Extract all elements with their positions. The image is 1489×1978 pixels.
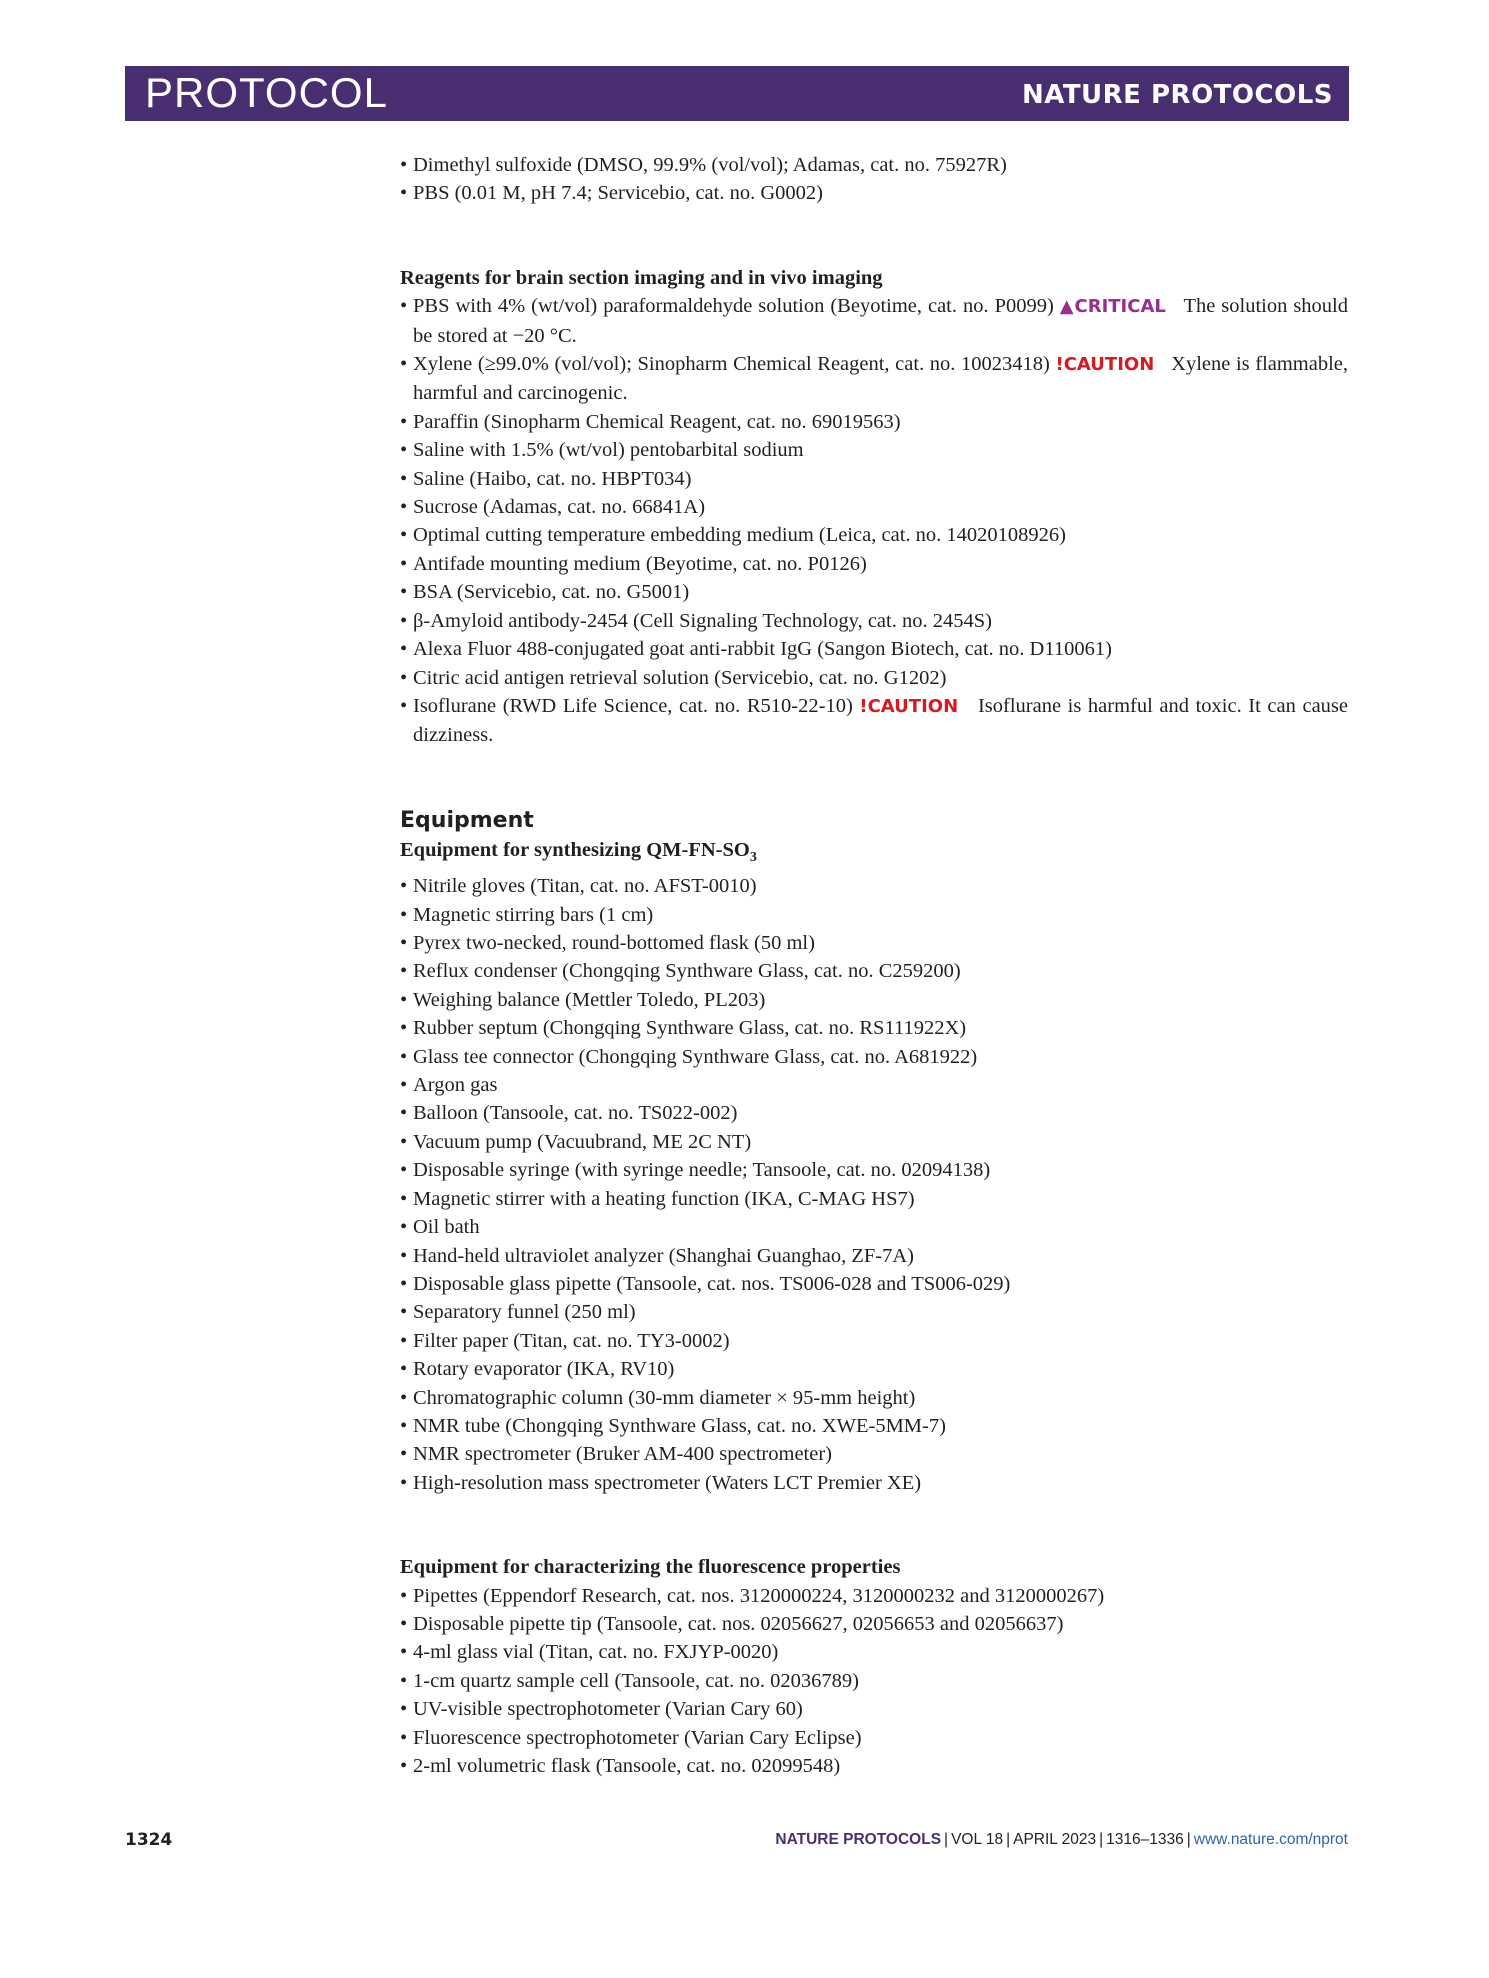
caution-flag: !CAUTION: [1055, 354, 1155, 376]
list-item: • Hand-held ultraviolet analyzer (Shanghai Guanghao, ZF-7A): [400, 1242, 1348, 1270]
list-item: • 2-ml volumetric flask (Tansoole, cat. no. 02099548): [400, 1752, 1348, 1780]
list-item: • NMR tube (Chongqing Synthware Glass, cat. no. XWE-5MM-7): [400, 1412, 1348, 1440]
header-banner: [125, 66, 1349, 121]
list-item: • Vacuum pump (Vacuubrand, ME 2C NT): [400, 1128, 1348, 1156]
list-item: • Rotary evaporator (IKA, RV10): [400, 1355, 1348, 1383]
footer-separator: |: [1006, 1831, 1011, 1848]
page-number: 1324: [125, 1830, 173, 1850]
item-text: Isoflurane (RWD Life Science, cat. no. R510-22-10): [413, 694, 853, 717]
reagents-imaging-heading: Reagents for brain section imaging and in vivo imaging: [400, 266, 883, 289]
list-item: • β-Amyloid antibody-2454 (Cell Signaling Technology, cat. no. 2454S): [400, 607, 1348, 635]
list-item: • Disposable pipette tip (Tansoole, cat. nos. 02056627, 02056653 and 02056637): [400, 1610, 1348, 1638]
footer-separator: |: [1186, 1831, 1191, 1848]
list-item: • Chromatographic column (30-mm diameter × 95-mm height): [400, 1384, 1348, 1412]
list-item: • Dimethyl sulfoxide (DMSO, 99.9% (vol/vol); Adamas, cat. no. 75927R): [400, 151, 1348, 179]
list-item: • BSA (Servicebio, cat. no. G5001): [400, 578, 1348, 606]
list-item: • Balloon (Tansoole, cat. no. TS022-002): [400, 1099, 1348, 1127]
list-item: • Fluorescence spectrophotometer (Varian Cary Eclipse): [400, 1724, 1348, 1752]
top-list: [400, 151, 1348, 208]
list-item: • Magnetic stirring bars (1 cm): [400, 901, 1348, 929]
footer-date: APRIL 2023: [1013, 1831, 1097, 1848]
list-item: • Saline with 1.5% (wt/vol) pentobarbital sodium: [400, 436, 1348, 464]
list-item: • Separatory funnel (250 ml): [400, 1298, 1348, 1326]
list-item: • Disposable glass pipette (Tansoole, cat. nos. TS006-028 and TS006-029): [400, 1270, 1348, 1298]
list-item: • UV-visible spectrophotometer (Varian Cary 60): [400, 1695, 1348, 1723]
synthesis-equipment-list: [400, 872, 1348, 1497]
fluorescence-equipment-heading: Equipment for characterizing the fluorescence properties: [400, 1556, 901, 1579]
list-item: • High-resolution mass spectrometer (Waters LCT Premier XE): [400, 1469, 1348, 1497]
list-item: • NMR spectrometer (Bruker AM-400 spectrometer): [400, 1440, 1348, 1468]
page-content: [400, 151, 1348, 1780]
list-item: • Sucrose (Adamas, cat. no. 66841A): [400, 493, 1348, 521]
list-item: • Alexa Fluor 488-conjugated goat anti-rabbit IgG (Sangon Biotech, cat. no. D110061): [400, 635, 1348, 663]
heading-subscript: 3: [749, 849, 757, 865]
footer-citation: [775, 1831, 1348, 1849]
footer-pages: 1316–1336: [1106, 1831, 1184, 1848]
list-item: • Pyrex two-necked, round-bottomed flask (50 ml): [400, 929, 1348, 957]
list-item: • Oil bath: [400, 1213, 1348, 1241]
synthesis-equipment-heading: [400, 836, 1348, 873]
fluorescence-equipment-list: [400, 1582, 1348, 1781]
footer-separator: |: [1099, 1831, 1104, 1848]
list-item-pfa: [400, 292, 1348, 350]
list-item-isoflurane: [400, 692, 1348, 750]
list-item: • Disposable syringe (with syringe needle; Tansoole, cat. no. 02094138): [400, 1156, 1348, 1184]
list-item: • 1-cm quartz sample cell (Tansoole, cat. no. 02036789): [400, 1667, 1348, 1695]
list-item: • Pipettes (Eppendorf Research, cat. nos. 3120000224, 3120000232 and 3120000267): [400, 1582, 1348, 1610]
list-item: • Rubber septum (Chongqing Synthware Glass, cat. no. RS111922X): [400, 1014, 1348, 1042]
footer-url[interactable]: www.nature.com/nprot: [1193, 1831, 1348, 1848]
caution-flag: !CAUTION: [859, 695, 959, 717]
list-item: • Glass tee connector (Chongqing Synthware Glass, cat. no. A681922): [400, 1043, 1348, 1071]
list-item: • Optimal cutting temperature embedding medium (Leica, cat. no. 14020108926): [400, 521, 1348, 549]
list-item: • Argon gas: [400, 1071, 1348, 1099]
footer-journal: NATURE PROTOCOLS: [775, 1831, 942, 1848]
list-item: • Citric acid antigen retrieval solution (Servicebio, cat. no. G1202): [400, 664, 1348, 692]
list-item: • Magnetic stirrer with a heating function (IKA, C-MAG HS7): [400, 1185, 1348, 1213]
caution-note: Isoflurane is harmful and toxic. It can cause dizziness.: [413, 694, 1348, 747]
caution-note: Xylene is flammable, harmful and carcinogenic.: [413, 353, 1349, 405]
list-item: • Nitrile gloves (Titan, cat. no. AFST-0010): [400, 872, 1348, 900]
reagents-imaging-list: [400, 292, 1348, 750]
heading-text: Equipment for synthesizing QM-FN-SO: [400, 838, 750, 861]
section-label: PROTOCOL: [145, 69, 388, 116]
list-item: • Filter paper (Titan, cat. no. TY3-0002): [400, 1327, 1348, 1355]
footer-volume: VOL 18: [951, 1831, 1004, 1848]
item-text: PBS with 4% (wt/vol) paraformaldehyde solution (Beyotime, cat. no. P0099): [413, 295, 1054, 318]
list-item: • 4-ml glass vial (Titan, cat. no. FXJYP-0020): [400, 1638, 1348, 1666]
critical-flag: ▲CRITICAL: [1059, 296, 1166, 318]
list-item: • Antifade mounting medium (Beyotime, cat. no. P0126): [400, 550, 1348, 578]
list-item: • Paraffin (Sinopharm Chemical Reagent, cat. no. 69019563): [400, 408, 1348, 436]
list-item-xylene: [400, 350, 1348, 408]
list-item: • Weighing balance (Mettler Toledo, PL203): [400, 986, 1348, 1014]
critical-note: The solution should be stored at −20 °C.: [413, 295, 1349, 347]
item-text: Xylene (≥99.0% (vol/vol); Sinopharm Chemical Reagent, cat. no. 10023418): [413, 353, 1050, 376]
equipment-heading: Equipment: [400, 807, 534, 833]
journal-name: NATURE PROTOCOLS: [1021, 80, 1333, 110]
list-item: • PBS (0.01 M, pH 7.4; Servicebio, cat. no. G0002): [400, 179, 1348, 207]
list-item: • Saline (Haibo, cat. no. HBPT034): [400, 465, 1348, 493]
list-item: • Reflux condenser (Chongqing Synthware Glass, cat. no. C259200): [400, 957, 1348, 985]
footer-separator: |: [944, 1831, 949, 1848]
